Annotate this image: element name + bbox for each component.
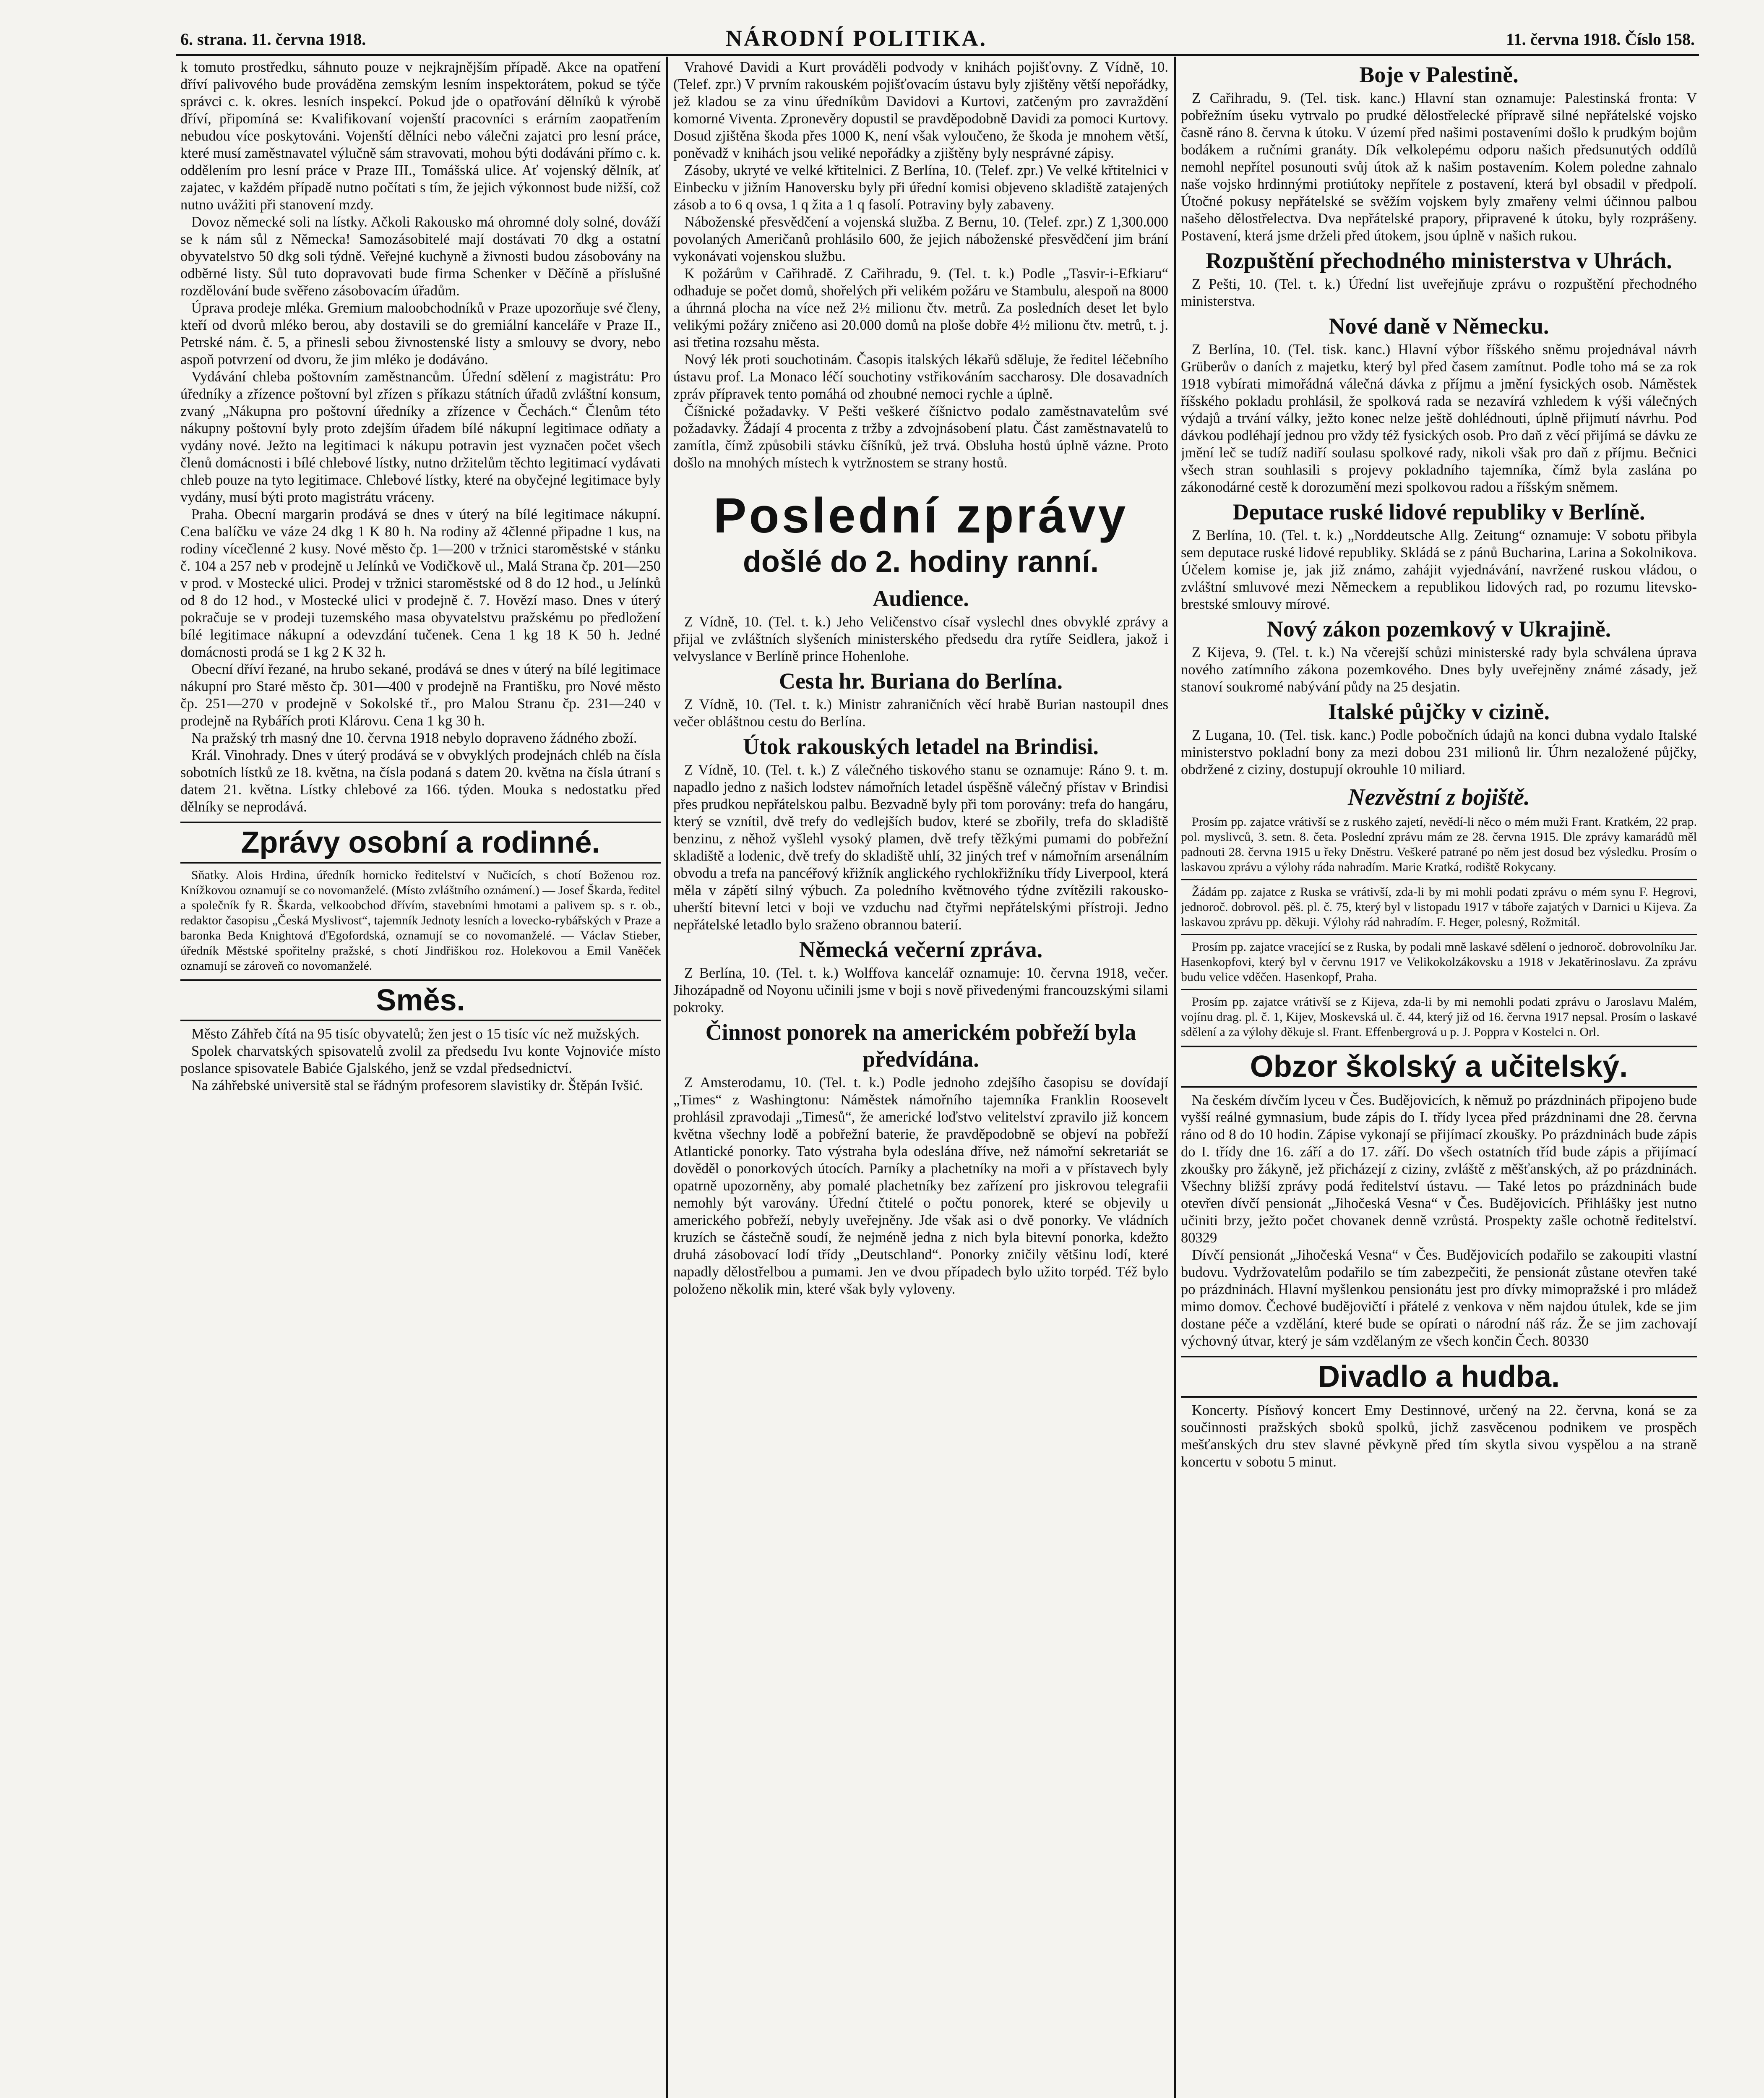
header-issue-number: 11. června 1918. Číslo 158.	[1506, 30, 1695, 49]
article-paragraph: Dívčí pensionát „Jihočeská Vesna“ v Čes. Budějovicích podařilo se zakoupiti vlastní budovu. Vydržovatelům podařilo se tím zabezpečiti, že pensionát zůstane otevřen také po prázdninách. Hlavní myšlenkou pensionátu jest pro dívky mimopražské i pro mládež mimo domov. Čechové budějovičtí i přátelé z venkova v něm najdou útulek, kde se jim dostane péče a vzdělání, které bude se opírati o národní náš ráz. Že se jim zachovají výchovný útvar, který je sám vzdělaným ze všech končin Čech. 80330	[1181, 1247, 1697, 1349]
notice-paragraph: Prosím pp. zajatce vrátivší se z Kijeva, zda-li by mi nemohli podati zprávu o Jaroslavu Malém, vojínu drag. pl. č. 1, Kijev, Moskevská ul. č. 44, který již od 16. června 1917 nepsal. Prosím o laskavé sdělení a za výlohy děkuje sl. Frant. Effenbergrová u p. J. Poppra v Kostelci n. Orl.	[1181, 995, 1697, 1039]
article-paragraph: Sňatky. Alois Hrdina, úředník hornicko ředitelství v Nučicích, s chotí Boženou roz. Knížkovou oznamují se co novomanželé. (Místo zvláštního oznámení.) — Josef Škarda, ředitel a společník fy R. Škarda, velkoobchod dřívím, stavebními hmotami a palivem sp. s r. ob., redaktor časopisu „Česká Myslivost“, tajemník Jednoty lesních a lovecko-rybářských v Praze a baronka Beda Knightová d'Egofordská, oznamují se co novomanželé. — Václav Stieber, úředník Městské spořitelny pražské, s chotí Jindřiškou roz. Holekovou a Emil Vaněček oznamují se zároveň co novomanželé.	[180, 868, 661, 973]
page-header	[180, 25, 1695, 55]
article-paragraph: Náboženské přesvědčení a vojenská služba. Z Bernu, 10. (Telef. zpr.) Z 1,300.000 povolaných Američanů prohlásilo 600, že jejich náboženské přesvědčení jim brání vykonávati vojenskou službu.	[673, 214, 1168, 264]
section-heading-schools: Obzor školský a učitelský.	[1181, 1046, 1697, 1088]
notice-paragraph: Prosím pp. zajatce vrátivší se z ruského zajetí, nevědí-li něco o mém muži Frant. Kratkém, 22 prap. pol. myslivců, 3. setn. 8. četa. Poslední zprávu mám ze 28. června 1915. Dle zprávy kamarádů měl padnouti 28. června 1915 u řeky Dněstru. Veškeré patrané po něm jest dosud bez výsledku. Prosím o laskavou zprávu a výlohy ráda nahradím. Marie Kratká, rodiště Rokycany.	[1181, 815, 1697, 874]
late-news-subheadline: došlé do 2. hodiny ranní.	[743, 545, 1099, 579]
article-paragraph: Vydávání chleba poštovním zaměstnancům. Úřední sdělení z magistrátu: Pro úředníky a zřízence poštovní byl zřízen s příkazu státních úřadů zvláštní konsum, zvaný „Nákupna pro poštovní úředníky a zřízence v Čechách.“ Členům této nákupny poštovní byly proto zdejším úřadem bílé nákupní legitimace odňaty a vydány nové. Ježto na legitimaci k nákupu potravin jest vyznačen počet všech členů domácnosti i bílé chlebové lístky, nutno držitelům těchto legitimací vydávati chleb pouze na tyto legitimace. Chlebové lístky, které na obyčejné legitimace byly vydány, musí býti proto magistrátu vráceny.	[180, 369, 661, 505]
article-paragraph: Nový lék proti souchotinám. Časopis italských lékařů sděluje, že ředitel léčebního ústavu prof. La Monaco léčí souchotiny vstřikováním saccharosy. Dle dosavadních zpráv přípravek tento pomáhá od zhoubné nemoci rychle a úplně.	[673, 352, 1168, 402]
article-paragraph: Na pražský trh masný dne 10. června 1918 nebylo dopraveno žádného zboží.	[191, 730, 637, 746]
notice-paragraph: Prosím pp. zajatce vracející se z Ruska, by podali mně laskavé sdělení o jednoroč. dobrovolníku Jar. Hasenkopfovi, který byl v červnu 1917 ve Velikokolzákovsku a 1918 v Jekatěrinoslavu. Za zprávu budu velice vděčen. Hasenkopf, Praha.	[1181, 940, 1697, 984]
heading-russian-deputation: Deputace ruské lidové republiky v Berlíně.	[1232, 499, 1645, 524]
article-paragraph: Spolek charvatských spisovatelů zvolil za předsedu Ivu konte Vojnoviće místo poslance spisovatele Babiće Gjalského, jenž se vzdal předsednictví.	[180, 1043, 661, 1076]
article-paragraph: Z Cařihradu, 9. (Tel. tisk. kanc.) Hlavní stan oznamuje: Palestinská fronta: V pobřežním úseku vytrvalo po prudké dělostřelecké přípravě silné nepřátelské vojsko časně ráno 8. června k útoku. V území před našimi postaveními došlo k prudkým bojům bodákem a ručními granáty. Dík velkolepému odporu našich předsunutých oddílů nemohl nepřítel posunouti svůj útok až k našim postavením. Kolem poledne zahnalo naše vojsko hrdinnými protiútoky nepřítele z postavení, která byl obsadil v předpolí. Útočné pokusy nepřátelské se svěžím vojskem byly zmařeny velmi účinnou palbou našeho dělostřelectva. Dva nepřátelské prapory, připravené k útoku, byly rozprášeny. Postavení, která jsme drželi před útokem, jsou úplně v našich rukou.	[1181, 90, 1697, 244]
divider	[1181, 989, 1697, 990]
article-paragraph: K požárům v Cařihradě. Z Cařihradu, 9. (Tel. t. k.) Podle „Tasvir-i-Efkiaru“ odhaduje se počet domů, shořelých při velikém požáru ve Stambulu, alespoň na 8000 a úhrnná plocha na více než 2½ milionu čtv. metrů. Za posledních deset let bylo velikými požáry zničeno asi 20.000 domů na ploše dobře 4½ milionu čtv. metrů, t. j. asi třetina rozsahu města.	[673, 266, 1168, 350]
article-paragraph: Z Berlína, 10. (Tel. tisk. kanc.) Hlavní výbor říšského sněmu projednával návrh Grüberův o daních z majetku, který byl před časem zamítnut. Podle toho má se za rok 1918 vybírati mimořádná válečná dávka z příjmu a jmění fysických osob. Náměstek říšského pokladu prohlásil, že spolková rada se nezavírá vzhledem k výši válečných výdajů a trvání války, ježto konec nelze ještě dohlédnouti, úplně přijmutí návrhu. Pod dávkou podléhají jednou pro vždy též fysických osob. Pro daň z věcí přijímá se dávku ze jmění leč se tudíž nadiří soulasu spolkové rady, nikoli však pro daň z příjmu. Bečnici všech stran souhlasili s projevy pokladního tajemníka, čímž byla zaslána po zákonodárné cestě k dorozumění mezi spolkovou radou a říšským sněmem.	[1181, 342, 1697, 495]
section-heading-miscellany: Směs.	[180, 979, 661, 1021]
article-paragraph: k tomuto prostředku, sáhnuto pouze v nejkrajnějším případě. Akce na opatření dříví palivového bude prováděna zemským lesním inspektorátem, pokud se týče správci c. k. okres. lesních inspekcí. Pokud jde o opatřování dělníků k výrobě dříví, připomíná se: Kvalifikovaní vojenští pracovníci s erárním zaopatřením nebudou více poskytováni. Vojenští dělníci nebo válečni zajatci pro lesní práce, které musí zaměstnavatel výlučně sám stravovati, mohou býti dodáváni přímo c. k. oddělením pro lesní práce v Praze III., Tomášská ulice. Ať vojenský dělník, ať zajatec, v každém případě nutno počítati s tím, že jejich výkonnost bude nižší, což nutno uvážiti při stanovení mzdy.	[180, 59, 661, 213]
article-paragraph: Vrahové Davidi a Kurt prováděli podvody v knihách pojišťovny. Z Vídně, 10. (Telef. zpr.) V prvním rakouském pojišťovacím ústavu byly zjištěny větší nepořádky, jež kladou se za vinu úředníkům Davidovi a Kurtovi, zatčeným pro zavraždění komorné Viventa. Zpronevěry dopustil se pravděpodobně Davidi za pomoci Kurtovy. Dosud zjištěna škoda přes 1000 K, není však vyloučeno, že škoda je mnohem větší, poněvadž v knihách jsou veliké nepořádky a zjištěny byly nesprávné zápisy.	[673, 59, 1168, 161]
article-paragraph: Z Lugana, 10. (Tel. tisk. kanc.) Podle pobočních údajů na konci dubna vydalo Italské ministerstvo pokladní bony za mezi dobou 231 milionů lir. Úhrn nezaložené půjčky, obdržené z ciziny, dostupují okrouhle 10 miliard.	[1181, 727, 1697, 778]
article-paragraph: Úprava prodeje mléka. Gremium maloobchodníků v Praze upozorňuje své členy, kteří od dvorů mléko berou, aby dostavili se do gremiální kanceláře v Praze II., Petrské nám. č. 5, a přinesli sebou živnostenské listy a smlouvy se dvory, nebo aspoň potvrzení od dvoru, že jim mléko je dodáváno.	[180, 300, 661, 368]
heading-german-report: Německá večerní zpráva.	[799, 937, 1043, 962]
article-paragraph: Z Vídně, 10. (Tel. t. k.) Z válečného tiskového stanu se oznamuje: Ráno 9. t. m. napadlo jedno z našich lodstev námořních letadel úspěšně válečný přístav v Brindisi přes prudkou nepřátelskou palbu. Bezvadně byly při tom porovány: trefa do hangáru, který se vznítil, dvě trefy do vedlejších budov, které se zbořily, trefa do skladiště benzinu, z něhož vyšlehl vysoký plamen, dvě trefy těžkými pumami do pobřežní skladiště a lodenic, dvě trefy do skladiště uhlí, 32 jiných tref v námořním arsenálním obvodu a trefa na pancéřový křižník anglického rychlokřižníku třídy Liverpool, která měla v zápětí silný výbuch. Za poledního květnového týdne zvítězili rakousko-uherští bitevní letci v boji ve vzduchu nad čtyřmi nepřátelskými přístroji. Jedno nepřátelské letadlo bylo sraženo obrannou baterií.	[673, 762, 1168, 933]
article-paragraph: Z Amsterodamu, 10. (Tel. t. k.) Podle jednoho zdejšího časopisu se dovídají „Times“ z Washingtonu: Náměstek námořního tajemníka Franklin Roosevelt prohlásil zpravodaji „Timesů“, že americké loďstvo velitelství zpravilo již koncem května všechny lodě a pobřežní baterie, že pravděpodobně se objeví na pobřeží Atlantické ponorky. Tato výstraha byla odeslána dříve, než námořní sekretariát se dověděl o ponorkových útocích. Parníky a plachetníky na moři a v přístavech byly opatrně upozorněny, aby pomalé plachetníky bez zařízení pro jiskrovou telegrafii nemohly být varovány. Úřední čtitelé o počtu ponorek, které se objevily u amerického pobřeží, nebyly uveřejněny. Jde však asi o dvě ponorky. Ve vládních kruzích se částečně soudí, že nejméně jedna z nich byla bitevní ponorka, kdežto druhá zásobovací lodí třídy „Deutschland“. Ponorky zničily většinu lodí, které napadly dělostřelbou a pumami. Jen ve dvou případech bylo užito torpéd. Též bylo položeno několik min, které však byly vyloveny.	[673, 1075, 1168, 1297]
article-paragraph: Z Pešti, 10. (Tel. t. k.) Úřední list uveřejňuje zprávu o rozpuštění přechodného ministerstva.	[1181, 276, 1697, 309]
divider	[1181, 934, 1697, 935]
article-paragraph: Obecní dříví řezané, na hrubo sekané, prodává se dnes v úterý na bílé legitimace nákupní pro Staré město čp. 301—400 v prodejně na Františku, pro Nové město čp. 251—270 v prodejně v Sokolské tř., pro Malou Stranu čp. 231—240 v prodejně na Rybářích proti Klárovu. Cena 1 kg 30 h.	[180, 661, 661, 729]
article-paragraph: Z Berlína, 10. (Tel. t. k.) Wolffova kancelář oznamuje: 10. června 1918, večer. Jihozápadně od Noyonu učinili jsme v boji s nově přivedenými francouzskými silami pokroky.	[673, 965, 1168, 1015]
heading-missing-persons: Nezvěstní z bojiště.	[1348, 784, 1530, 810]
article-paragraph: Z Berlína, 10. (Tel. t. k.) „Norddeutsche Allg. Zeitung“ oznamuje: V sobotu přibyla sem deputace ruské lidové republiky. Skládá se z pánů Bucharina, Larina a Sokolnikova. Účelem komise je, jak již známo, zahájit vyjednávání, navržené ruskou vládou, o zvláštní smluvové mezi Německem a republikou lidových rad, po rozumu litevsko-brestské smlouvy mírové.	[1181, 527, 1697, 612]
heading-italian-loans: Italské půjčky v cizině.	[1328, 699, 1550, 724]
heading-palestine: Boje v Palestině.	[1359, 62, 1519, 87]
header-rule	[176, 54, 1699, 56]
heading-brindisi: Útok rakouských letadel na Brindisi.	[743, 734, 1099, 759]
column-1	[180, 59, 661, 2098]
notice-paragraph: Žádám pp. zajatce z Ruska se vrátivší, zda-li by mi mohli podati zprávu o mém synu F. Hegrovi, jednoroč. dobrovol. pěš. pl. č. 75, který byl v listopadu 1917 v táboře zajatých v Darnici u Kijeva. Za laskavou zprávu pp. děkuji. Výlohy rád nahradím. F. Heger, polesný, Rožmitál.	[1181, 885, 1697, 929]
heading-burian: Cesta hr. Buriana do Berlína.	[779, 668, 1063, 694]
heading-german-taxes: Nové daně v Německu.	[1329, 313, 1549, 339]
column-2	[673, 59, 1168, 2098]
article-paragraph: Na českém dívčím lyceu v Čes. Budějovicích, k němuž po prázdninách připojeno bude vyšší reálné gymnasium, bude zápis do I. třídy lycea před prázdninami dne 28. června ráno od 8 do 10 hodin. Zápise vykonají se přijímací zkoušky. Po prázdninách bude zápis do I. třídy dne 16. září a do 17. září. Do všech ostatních tříd bude zápis a přijímací zkoušky pro žákyně, jež přicházejí z ciziny, zvláště z měšťanských, až po prázdninách. Všechny bližší zprávy podá ředitelství ústavu. — Také letos po prázdninách bude otevřen dívčí pensionát „Jihočeská Vesna“ v Čes. Budějovicích. Přihlášky jest nutno učiniti brzy, ježto počet chovanek denně vzrůstá. Prospekty zašle ochotně ředitelství. 80329	[1181, 1092, 1697, 1246]
column-divider-1	[666, 57, 668, 2098]
article-paragraph: Koncerty. Písňový koncert Emy Destinnové, určený na 22. června, koná se za součinnosti pražských sboků spolků, jichž zasvěcenou podnikem ve prospěch mešťanských dru stev slavné pěvkyně před tím skytla sivou vyspělou a na straně koncertu v sobotu 5 minut.	[1181, 1402, 1697, 1470]
article-paragraph: Z Vídně, 10. (Tel. t. k.) Jeho Veličenstvo císař vyslechl dnes obvyklé zprávy a přijal ve zvláštních slyšeních ministerského předsedu dra rytíře Seidlera, jakož i velvyslance v Berlíně prince Hohenlohe.	[673, 614, 1168, 664]
late-news-headline: Poslední zprávy	[713, 488, 1128, 543]
heading-hungary-ministry: Rozpuštění přechodného ministerstva v Uhrách.	[1206, 248, 1672, 273]
article-paragraph: Král. Vinohrady. Dnes v úterý prodává se v obvyklých prodejnách chléb na čísla sobotních lístků ze 18. května, na čísla podaná s datem 20. května na čísla útraní s datem 21. května. Lístky chlebové za 166. týden. Mouka s nedostatku před dělníky se neprodává.	[180, 747, 661, 815]
heading-ukraine-law: Nový zákon pozemkový v Ukrajině.	[1266, 616, 1611, 642]
article-paragraph: Z Vídně, 10. (Tel. t. k.) Ministr zahraničních věcí hrabě Burian nastoupil dnes večer obláštnou cestu do Berlína.	[673, 697, 1168, 730]
article-paragraph: Z Kijeva, 9. (Tel. t. k.) Na včerejší schůzi ministerské rady byla schválena úprava nového zatímního zákona pozemkového. Dnes byly uveřejněny známé zásady, jež stanoví soukromé nabývání půdy na 25 desjatin.	[1181, 645, 1697, 695]
masthead-title: NÁRODNÍ POLITIKA.	[726, 26, 988, 51]
heading-submarines: Činnost ponorek na americkém pobřeží byla předvídána.	[705, 1020, 1136, 1072]
section-heading-theatre: Divadlo a hudba.	[1181, 1356, 1697, 1398]
section-heading-personal: Zprávy osobní a rodinné.	[180, 822, 661, 864]
article-paragraph: Číšnické požadavky. V Pešti veškeré číšnictvo podalo zaměstnavatelům své požadavky. Žádají 4 procenta z tržby a zdvojnásobení platu. Část zaměstnavatelů to zamítla, čímž způsobili stávku číšníků, jež trvá. Obsluha hostů úplně vázne. Proto došlo na mnohých místech k vytržnostem se strany hostů.	[673, 403, 1168, 471]
article-paragraph: Praha. Obecní margarin prodává se dnes v úterý na bílé legitimace nákupní. Cena balíčku ve váze 24 dkg 1 K 80 h. Na rodiny až 4členné připadne 1 kus, na rodiny vícečlenné 2 kusy. Nové město čp. 1—200 v tržnici staroměstské v stánku č. 104 a 257 neb v prodejně u Jelínků ve Vodičkově ul., Malá Strana čp. 201—250 v prod. v Mostecké ulici. Prodej v tržnici staroměstské od 8 do 12 hod., u Jelínků od 8 do 12 hod., v Mostecké ulici v prodejně č. 7. Hovězí maso. Dnes v úterý pokračuje se v prodeji tuzemského masa obyvatelstvu pražskému po předložení bílé legitimace nákupní a odevzdání tučenek. Cena 1 kg 18 K 50 h. Jedné domácnosti prodá se 1 kg 2 K 32 h.	[180, 506, 661, 660]
heading-audience: Audience.	[873, 586, 969, 611]
article-paragraph: Město Záhřeb čítá na 95 tisíc obyvatelů; žen jest o 15 tisíc víc než mužských.	[191, 1026, 640, 1042]
column-3	[1181, 59, 1697, 2098]
column-divider-2	[1174, 57, 1176, 2098]
article-paragraph: Na záhřebské universitě stal se řádným profesorem slavistiky dr. Štěpán Ivšić.	[191, 1078, 643, 1093]
divider	[1181, 879, 1697, 880]
header-page-date: 6. strana. 11. června 1918.	[180, 30, 366, 49]
article-paragraph: Zásoby, ukryté ve velké křtitelnici. Z Berlína, 10. (Telef. zpr.) Ve velké křtitelnici v Einbecku v jižním Hanoversku byly při úřední komisi objeveno skladiště zatajených zásob a to 6 q ovsa, 1 q žita a 1 q fasolí. Potraviny byly zabaveny.	[673, 162, 1168, 213]
article-paragraph: Dovoz německé soli na lístky. Ačkoli Rakousko má ohromné doly solné, dováží se k nám sůl z Německa! Samozásobitelé mají dostávati 70 dkg a ostatní obyvatelstvo 50 dkg soli týdně. Veřejné kuchyně a živnosti budou zásobovány na odběrné listy. Sůl tuto dopravovati bude firma Schenker v Děčíně a příslušné rozdělování bude svěřeno zásobovacím úřadům.	[180, 214, 661, 299]
